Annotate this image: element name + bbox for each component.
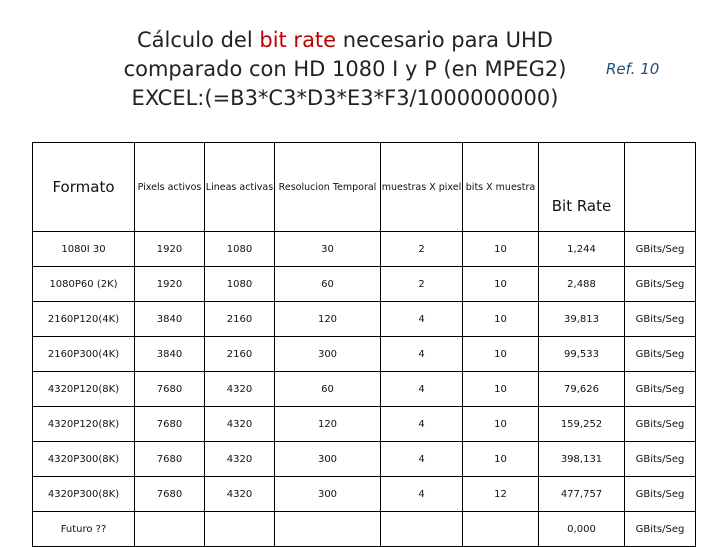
table-cell: 2 bbox=[381, 232, 463, 267]
table-cell: GBits/Seg bbox=[625, 512, 696, 547]
table-cell: 4 bbox=[381, 477, 463, 512]
table-cell: 4320P120(8K) bbox=[33, 407, 135, 442]
table-row bbox=[33, 267, 696, 302]
header-bits: bits X muestra bbox=[463, 143, 539, 232]
table-cell: 60 bbox=[275, 372, 381, 407]
table-cell: 10 bbox=[463, 407, 539, 442]
table-cell: 7680 bbox=[135, 477, 205, 512]
table-cell: 2160 bbox=[205, 302, 275, 337]
table-cell: 1080 bbox=[205, 267, 275, 302]
table-row bbox=[33, 477, 696, 512]
table-cell: 7680 bbox=[135, 372, 205, 407]
table-cell: 10 bbox=[463, 232, 539, 267]
table-row bbox=[33, 372, 696, 407]
table-cell: 4 bbox=[381, 407, 463, 442]
header-formato: Formato bbox=[33, 143, 135, 232]
table-cell: 4 bbox=[381, 302, 463, 337]
table-cell: 0,000 bbox=[539, 512, 625, 547]
table-cell: 4 bbox=[381, 337, 463, 372]
table-cell bbox=[275, 512, 381, 547]
table-cell: 2160P300(4K) bbox=[33, 337, 135, 372]
title-text: Cálculo del bbox=[137, 28, 260, 52]
header-unit bbox=[625, 143, 696, 232]
table-cell: GBits/Seg bbox=[625, 337, 696, 372]
table-cell: 30 bbox=[275, 232, 381, 267]
reference-label: Ref. 10 bbox=[606, 60, 660, 78]
table-cell: 4320P300(8K) bbox=[33, 442, 135, 477]
table-cell: 10 bbox=[463, 302, 539, 337]
table-row bbox=[33, 337, 696, 372]
table-cell: GBits/Seg bbox=[625, 442, 696, 477]
table-cell: 4320P300(8K) bbox=[33, 477, 135, 512]
table-row bbox=[33, 512, 696, 547]
table-cell: 2160 bbox=[205, 337, 275, 372]
table-cell: 2 bbox=[381, 267, 463, 302]
table-cell: 7680 bbox=[135, 442, 205, 477]
table-cell: 1080P60 (2K) bbox=[33, 267, 135, 302]
slide-title bbox=[110, 26, 580, 113]
table-cell: 10 bbox=[463, 372, 539, 407]
table-cell: 4320P120(8K) bbox=[33, 372, 135, 407]
table-cell: 300 bbox=[275, 337, 381, 372]
table-header-row bbox=[33, 143, 696, 232]
table-cell: 4320 bbox=[205, 442, 275, 477]
table-cell: 120 bbox=[275, 302, 381, 337]
table-cell: GBits/Seg bbox=[625, 372, 696, 407]
header-bit-rate: Bit Rate bbox=[539, 143, 625, 232]
table-cell bbox=[135, 512, 205, 547]
table-cell: GBits/Seg bbox=[625, 267, 696, 302]
table-cell: GBits/Seg bbox=[625, 477, 696, 512]
table-cell: 10 bbox=[463, 337, 539, 372]
title-line-1 bbox=[110, 26, 580, 55]
table-cell: 1,244 bbox=[539, 232, 625, 267]
table-cell: 120 bbox=[275, 407, 381, 442]
table-cell: 3840 bbox=[135, 337, 205, 372]
table-cell: 477,757 bbox=[539, 477, 625, 512]
table-cell: GBits/Seg bbox=[625, 232, 696, 267]
table-row bbox=[33, 442, 696, 477]
title-highlight: bit rate bbox=[259, 28, 337, 52]
table-cell: 4320 bbox=[205, 477, 275, 512]
table-cell: 10 bbox=[463, 267, 539, 302]
table-cell: 4320 bbox=[205, 372, 275, 407]
table-cell: Futuro ?? bbox=[33, 512, 135, 547]
table-cell: 300 bbox=[275, 442, 381, 477]
table-cell: 2160P120(4K) bbox=[33, 302, 135, 337]
header-pixels: Pixels activos bbox=[135, 143, 205, 232]
bitrate-table bbox=[32, 142, 696, 547]
table-cell: 1080I 30 bbox=[33, 232, 135, 267]
table-cell: 99,533 bbox=[539, 337, 625, 372]
table-row bbox=[33, 302, 696, 337]
table-cell: 2,488 bbox=[539, 267, 625, 302]
header-lineas: Lineas activas bbox=[205, 143, 275, 232]
table-cell: 159,252 bbox=[539, 407, 625, 442]
table-cell: 12 bbox=[463, 477, 539, 512]
table-cell: 1920 bbox=[135, 267, 205, 302]
table-cell: 398,131 bbox=[539, 442, 625, 477]
table-cell: 60 bbox=[275, 267, 381, 302]
table-cell bbox=[205, 512, 275, 547]
table-cell: 3840 bbox=[135, 302, 205, 337]
table-cell: 1920 bbox=[135, 232, 205, 267]
table-cell: 300 bbox=[275, 477, 381, 512]
table-cell: 39,813 bbox=[539, 302, 625, 337]
table-cell: GBits/Seg bbox=[625, 302, 696, 337]
title-line-3: EXCEL:(=B3*C3*D3*E3*F3/1000000000) bbox=[131, 86, 559, 110]
table-cell: 10 bbox=[463, 442, 539, 477]
table-cell: 4320 bbox=[205, 407, 275, 442]
table-cell: 79,626 bbox=[539, 372, 625, 407]
table-cell: GBits/Seg bbox=[625, 407, 696, 442]
table-cell: 4 bbox=[381, 442, 463, 477]
table-cell: 4 bbox=[381, 372, 463, 407]
header-resolucion: Resolucion Temporal bbox=[275, 143, 381, 232]
table-cell bbox=[381, 512, 463, 547]
title-line-2: comparado con HD 1080 I y P (en MPEG2) bbox=[123, 57, 567, 81]
header-muestras: muestras X pixel bbox=[381, 143, 463, 232]
table-row bbox=[33, 232, 696, 267]
table-cell bbox=[463, 512, 539, 547]
table-cell: 1080 bbox=[205, 232, 275, 267]
table-cell: 7680 bbox=[135, 407, 205, 442]
table-row bbox=[33, 407, 696, 442]
title-text: necesario para UHD bbox=[336, 28, 553, 52]
